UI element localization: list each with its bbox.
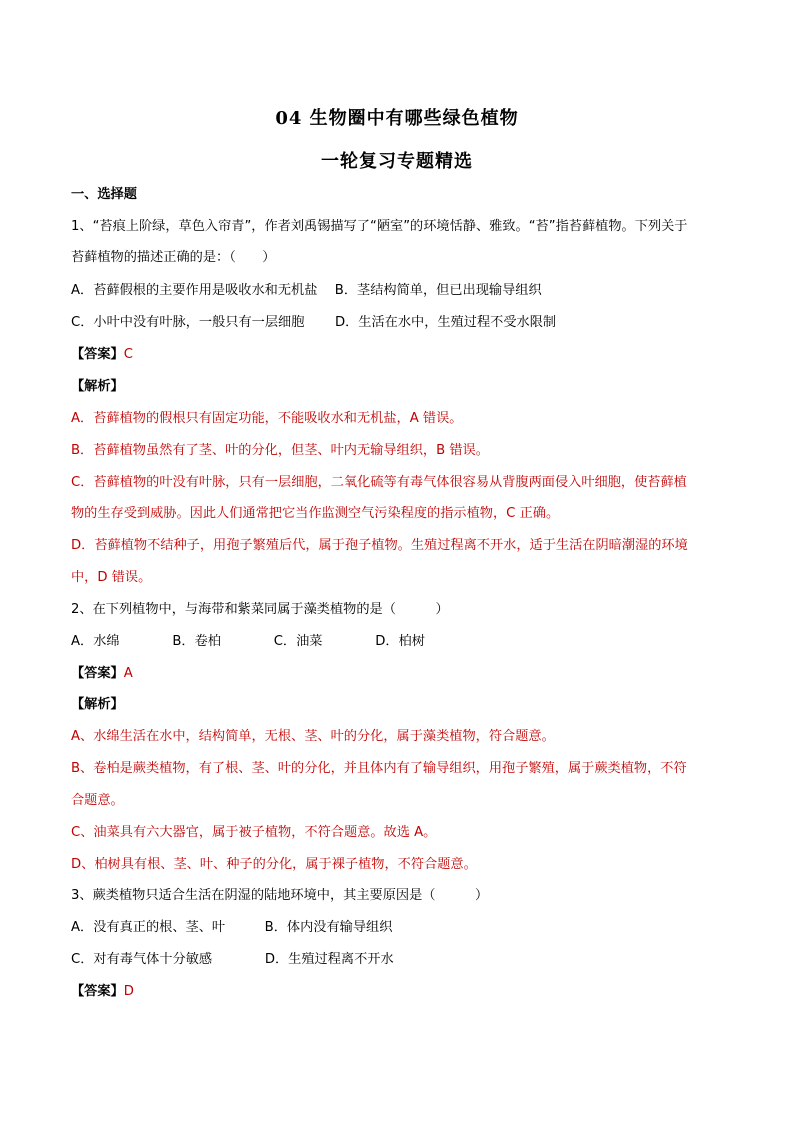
q2-stem: 2、在下列植物中，与海带和紫菜同属于藻类植物的是（ ） [71,602,449,617]
q2-analysis-label: 【解析】 [71,697,124,712]
q2-analysis-line: B、卷柏是蕨类植物，有了根、茎、叶的分化，并且体内有了输导组织，用孢子繁殖，属于蕨类植物，不符 [71,761,687,776]
answer-label: 【答案】 [71,984,124,999]
answer-value: C [123,347,133,362]
q1-answer [71,345,133,365]
document-title: 04 生物圈中有哪些绿色植物 [275,108,519,129]
answer-value: A [123,666,133,681]
q1-analysis-label: 【解析】 [71,379,124,394]
q1-options-line-2: C．小叶中没有叶脉，一般只有一层细胞 D．生活在水中，生殖过程不受水限制 [71,315,557,330]
document-subtitle: 一轮复习专题精选 [321,151,473,172]
q1-analysis-line: A．苔藓植物的假根只有固定功能，不能吸收水和无机盐，A 错误。 [71,411,463,426]
q2-options-line: A．水绵 B．卷柏 C．油菜 D．柏树 [71,634,425,649]
q3-answer [71,982,134,1002]
answer-value: D [123,984,134,999]
q1-stem-line-2: 苔藓植物的描述正确的是：（ ） [71,250,276,265]
q1-options-line-1: A．苔藓假根的主要作用是吸收水和无机盐 B．茎结构简单，但已出现输导组织 [71,283,542,298]
q2-analysis-line: A、水绵生活在水中，结构简单，无根、茎、叶的分化，属于藻类植物，符合题意。 [71,729,555,744]
answer-label: 【答案】 [71,666,124,681]
q2-analysis-line: C、油菜具有六大器官，属于被子植物，不符合题意。故选 A。 [71,825,437,840]
q3-options-line-1: A．没有真正的根、茎、叶 B．体内没有输导组织 [71,920,393,935]
q3-stem: 3、蕨类植物只适合生活在阴湿的陆地环境中，其主要原因是（ ） [71,888,489,903]
answer-label: 【答案】 [71,347,124,362]
q2-analysis-line: D、柏树具有根、茎、叶、种子的分化，属于裸子植物，不符合题意。 [71,857,477,872]
q1-analysis-line: 物的生存受到威胁。因此人们通常把它当作监测空气污染程度的指示植物，C 正确。 [71,506,560,521]
q1-analysis-line: B．苔藓植物虽然有了茎、叶的分化，但茎、叶内无输导组织，B 错误。 [71,443,489,458]
section-heading: 一、选择题 [71,187,137,202]
q2-answer [71,664,133,684]
q1-analysis-line: C．苔藓植物的叶没有叶脉，只有一层细胞，二氧化硫等有毒气体很容易从背腹两面侵入叶细胞，使苔藓植 [71,475,687,490]
q2-analysis-line: 合题意。 [71,793,124,808]
q1-analysis-line: 中，D 错误。 [71,570,152,585]
q1-analysis-line: D．苔藓植物不结种子，用孢子繁殖后代，属于孢子植物。生殖过程离不开水，适于生活在阴暗潮湿的环境 [71,538,688,553]
q3-options-line-2: C．对有毒气体十分敏感 D．生殖过程离不开水 [71,952,394,967]
q1-stem-line-1: 1、“苔痕上阶绿，草色入帘青”，作者刘禹锡描写了“陋室”的环境恬静、雅致。“苔”指苔藓植物。下列关于 [71,219,688,234]
